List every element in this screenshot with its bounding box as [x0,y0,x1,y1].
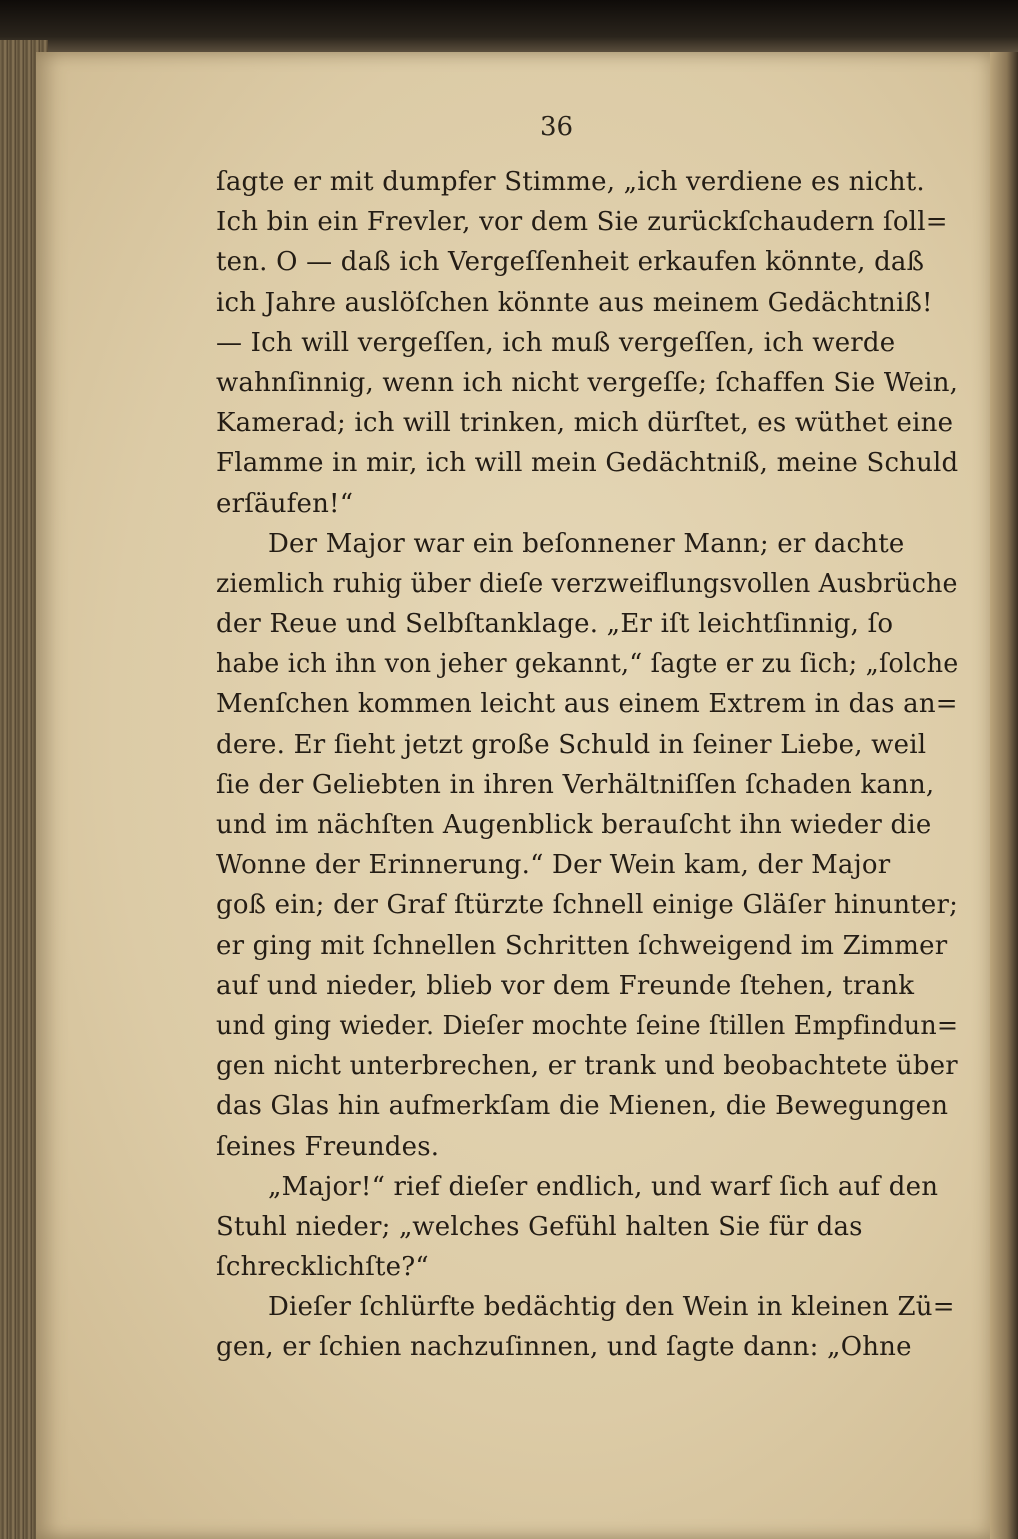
text-line: goß ein; der Graf ſtürzte ſchnell einige Gläſer hinunter; [216,890,959,921]
page-stack-edge [990,52,1018,1539]
text-line: auf und nieder, blieb vor dem Freunde ſtehen, trank [216,970,915,1001]
text-line: ſagte er mit dumpfer Stimme, „ich verdiene es nicht. [216,167,925,197]
text-line: gen, er ſchien nachzuſinnen, und ſagte dann: „Ohne [216,1332,912,1363]
text-line: „Major!“ rief dieſer endlich, und warf ſich auf den [268,1171,939,1202]
text-line: er ging mit ſchnellen Schritten ſchweigend im Zimmer [216,930,948,961]
text-line: ich Jahre auslöſchen könnte aus meinem Gedächtniß! [216,287,933,318]
text-line: und im nächſten Augenblick berauſcht ihn wieder die [216,810,932,840]
text-line: Dieſer ſchlürfte bedächtig den Wein in kleinen Zü= [268,1292,955,1323]
text-line: ten. O — daß ich Vergeſſenheit erkaufen könnte, daß [216,247,925,278]
text-line: dere. Er ſieht jetzt große Schuld in ſeiner Liebe, weil [216,729,927,760]
text-line: ſeines Freundes. [216,1131,440,1162]
text-line: Kamerad; ich will trinken, mich dürſtet, es wüthet eine [216,408,954,439]
text-line: ſchrecklichſte?“ [216,1252,429,1283]
text-line: Stuhl nieder; „welches Gefühl halten Sie für das [216,1211,863,1242]
text-line: der Reue und Selbſtanklage. „Er iſt leichtſinnig, ſo [216,609,894,640]
text-line: erſäufen!“ [216,488,354,519]
text-line: Menſchen kommen leicht aus einem Extrem in das an= [216,689,958,720]
text-line: Wonne der Erinnerung.“ Der Wein kam, der Major [216,850,891,881]
text-line: ſie der Geliebten in ihren Verhältniſſen ſchaden kann, [216,769,935,800]
body-text [216,162,976,1368]
page-number: 36 [540,112,574,142]
text-line: das Glas hin aufmerkſam die Mienen, die Bewegungen [216,1091,949,1122]
text-line: — Ich will vergeſſen, ich muß vergeſſen, ich werde [216,327,896,358]
text-line: Flamme in mir, ich will mein Gedächtniß, meine Schuld [216,448,959,479]
scan-background-top [0,0,1018,52]
text-line: Ich bin ein Frevler, vor dem Sie zurückſchaudern ſoll= [216,207,948,238]
text-line: habe ich ihn von jeher gekannt,“ ſagte er zu ſich; „ſolche [216,649,959,680]
text-line: Der Major war ein beſonnener Mann; er dachte [268,528,905,559]
text-line: ziemlich ruhig über dieſe verzweiflungsvollen Ausbrüche [216,568,958,599]
text-line: wahnſinnig, wenn ich nicht vergeſſe; ſchaffen Sie Wein, [216,367,959,398]
text-line: und ging wieder. Dieſer mochte ſeine ſtillen Empfindun= [216,1010,959,1041]
text-line: gen nicht unterbrechen, er trank und beobachtete über [216,1051,958,1082]
